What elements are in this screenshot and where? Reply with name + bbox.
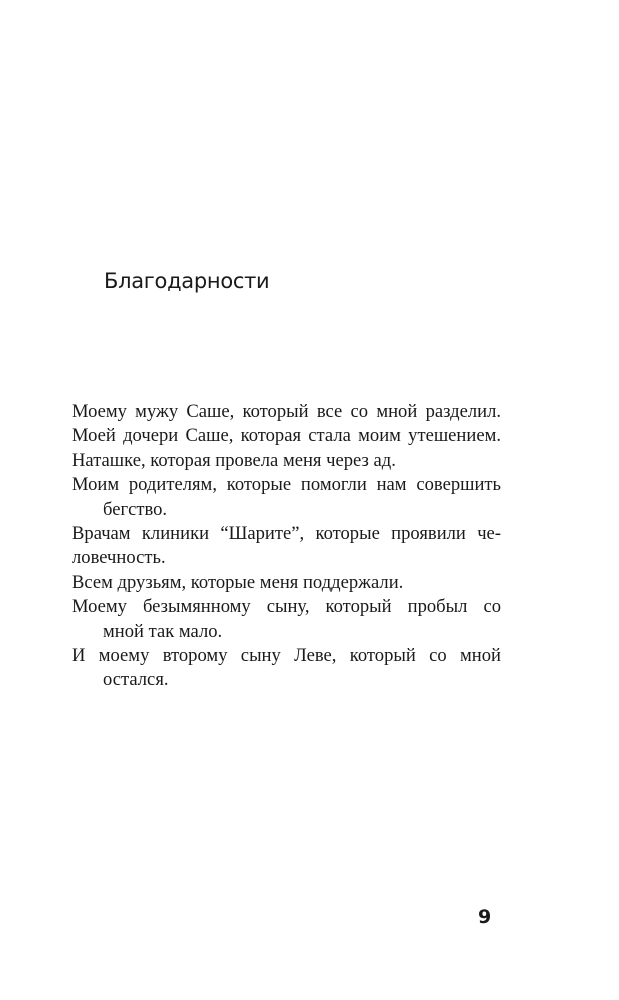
text-line: И моему второму сыну Леве, который со мной: [72, 644, 501, 666]
text-line: Моей дочери Саше, которая стала моим утешением.: [72, 425, 501, 447]
text-line: Всем друзьям, которые меня поддержали.: [72, 571, 404, 593]
page-title: Благодарности: [104, 269, 270, 294]
text-line: остался.: [103, 669, 169, 691]
text-line: Наташке, которая провела меня через ад.: [72, 449, 396, 471]
text-line: Моему мужу Саше, который все со мной разделил.: [72, 401, 501, 422]
text-line: ловечность.: [72, 547, 166, 569]
text-line: бегство.: [103, 498, 168, 520]
acknowledgements-text: [72, 400, 501, 693]
text-line: Моему безымянному сыну, который пробыл со: [72, 596, 501, 618]
page-number: 9: [478, 906, 492, 928]
text-line: мной так мало.: [103, 620, 223, 642]
text-line: Врачам клиники “Шарите”, которые проявили че-: [72, 522, 501, 544]
text-line: Моим родителям, которые помогли нам совершить: [72, 474, 501, 496]
